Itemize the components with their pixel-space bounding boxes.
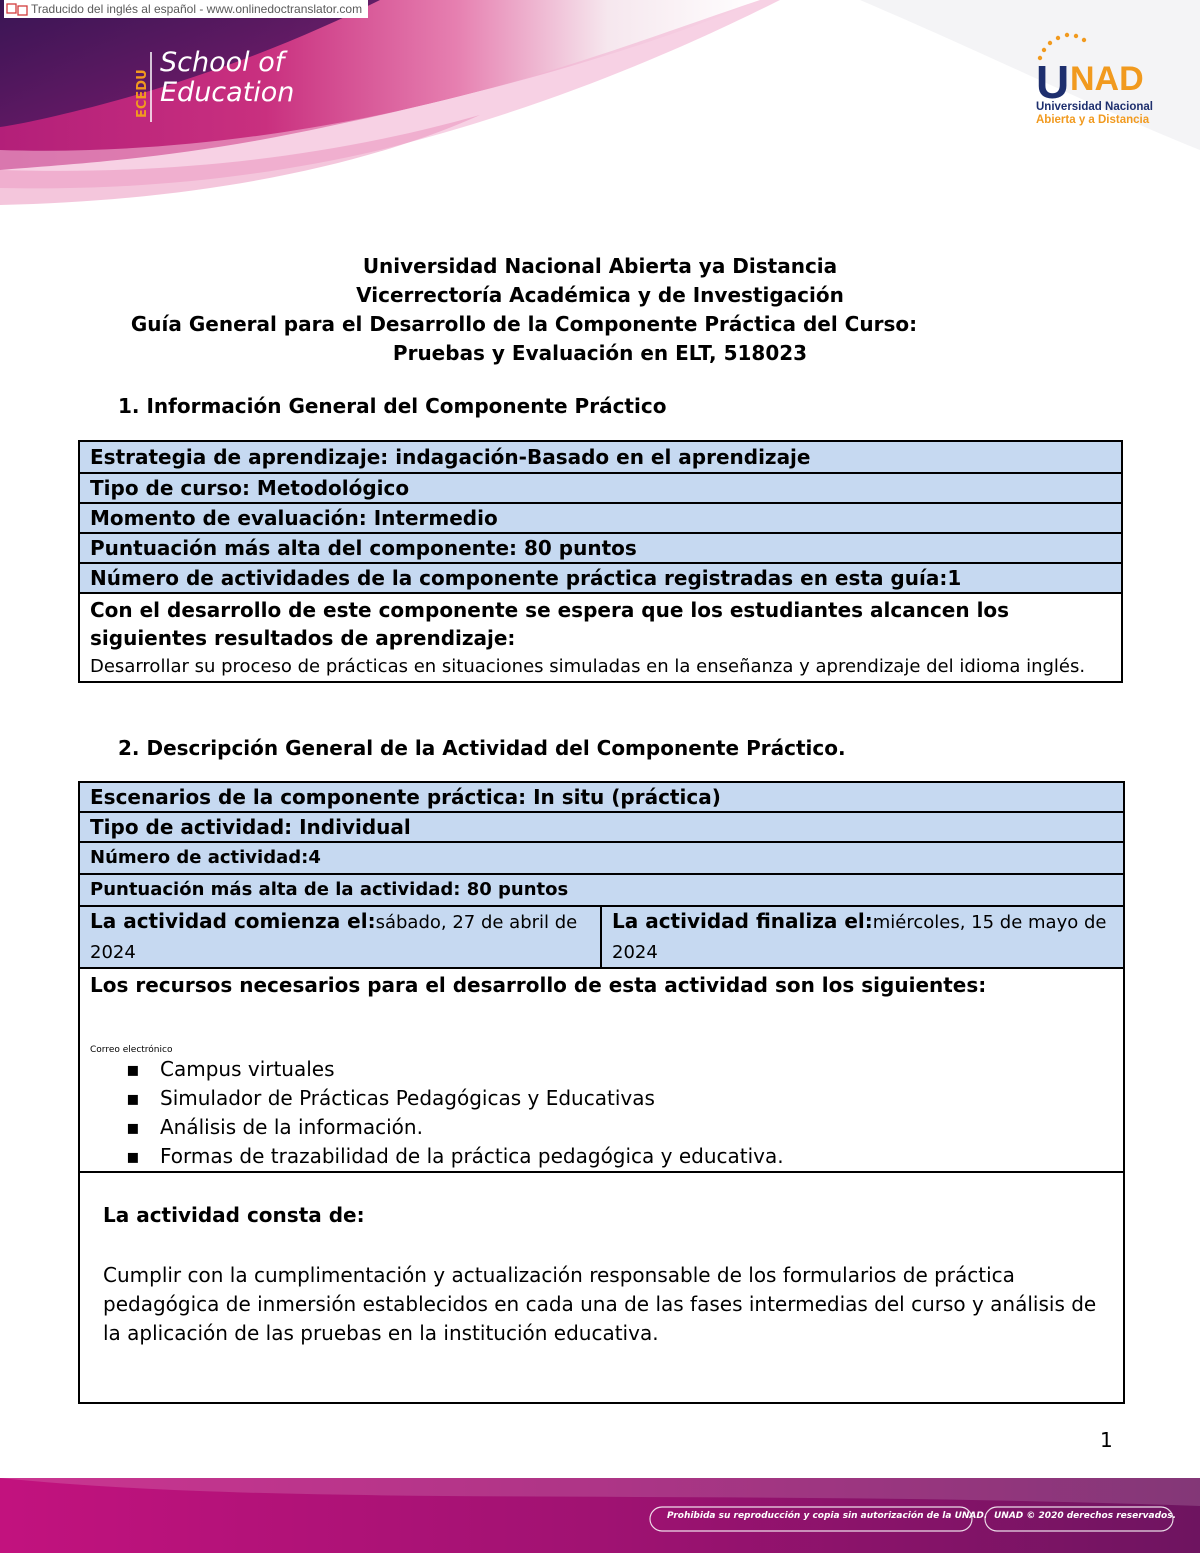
- row-scenario: Escenarios de la componente práctica: In situ (práctica): [79, 782, 1124, 812]
- school-line-2: Education: [160, 77, 295, 108]
- row-activities-count: Número de actividades de la componente práctica registradas en esta guía:1: [79, 563, 1122, 593]
- school-line-1: School of: [160, 47, 285, 78]
- unad-university-name: [1036, 101, 1153, 127]
- row-max-score: Puntuación más alta del componente: 80 puntos: [79, 533, 1122, 563]
- activity-consists-text: Cumplir con la cumplimentación y actualización responsable de los formularios de práctica pedagógica de inmersión establecidos en cada una de las fases intermedias del curso y análisis de la aplicación de las pruebas en la institución educativa.: [103, 1263, 1097, 1345]
- bullet-icon: ▪: [126, 1057, 140, 1081]
- row-activity-type: Tipo de actividad: Individual: [79, 812, 1124, 842]
- activity-end-date: miércoles, 15 de mayo de 2024: [612, 912, 1107, 963]
- resources-cell: [79, 968, 1124, 1172]
- ecedu-text: ECEDU: [135, 69, 150, 118]
- bullet-icon: ▪: [126, 1144, 140, 1168]
- resources-title: Los recursos necesarios para el desarrollo de esta actividad son los siguientes:: [90, 973, 987, 997]
- activity-start-cell: [79, 906, 601, 968]
- row-evaluation-moment: Momento de evaluación: Intermedio: [79, 503, 1122, 533]
- resources-list: [90, 1055, 1113, 1171]
- title-line-3: Guía General para el Desarrollo de la Componente Práctica del Curso:: [130, 312, 918, 336]
- footer-rights: UNAD © 2020 derechos reservados.: [994, 1511, 1177, 1521]
- unad-logo-nad: NAD: [1070, 60, 1144, 98]
- translator-note-text: Traducido del inglés al español - www.onlinedoctranslator.com: [31, 2, 363, 16]
- general-info-table: [78, 440, 1123, 683]
- resource-item-text: Análisis de la información.: [160, 1115, 423, 1139]
- unad-name-line-2: Abierta y a Distancia: [1036, 114, 1150, 126]
- activity-start-label: La actividad comienza el:: [90, 909, 376, 933]
- row-activity-number: Número de actividad:4: [79, 842, 1124, 874]
- page-number: 1: [1100, 1428, 1113, 1452]
- activity-consists-title: La actividad consta de:: [103, 1203, 365, 1227]
- footer-copy-notice: Prohibida su reproducción y copia sin autorización de la UNAD.: [667, 1511, 988, 1521]
- learning-outcomes-text: Desarrollar su proceso de prácticas en situaciones simuladas en la enseñanza y aprendizaje del idioma inglés.: [90, 656, 1086, 677]
- bullet-icon: ▪: [126, 1086, 140, 1110]
- activity-start-date: sábado, 27 de abril de 2024: [90, 912, 578, 963]
- learning-outcomes-title: Con el desarrollo de este componente se espera que los estudiantes alcancen los siguientes resultados de aprendizaje:: [90, 598, 1010, 650]
- header-banner: [0, 0, 1200, 240]
- bullet-icon: ▪: [126, 1115, 140, 1139]
- translator-note: [4, 0, 368, 18]
- learning-outcomes-cell: [79, 593, 1122, 682]
- title-line-1: Universidad Nacional Abierta ya Distancia: [362, 254, 838, 278]
- resource-item: [90, 1084, 1113, 1113]
- resource-item: [90, 1055, 1113, 1084]
- activity-end-label: La actividad finaliza el:: [612, 909, 873, 933]
- activity-table: [78, 781, 1125, 1404]
- activity-description-cell: [79, 1172, 1124, 1403]
- row-learning-strategy: Estrategia de aprendizaje: indagación-Basado en el aprendizaje: [79, 441, 1122, 473]
- resource-item-text: Formas de trazabilidad de la práctica pedagógica y educativa.: [160, 1144, 784, 1168]
- section-1-heading: 1. Información General del Componente Práctico: [118, 394, 667, 418]
- section-2-heading: 2. Descripción General de la Actividad del Componente Práctico.: [118, 736, 846, 760]
- translate-icon: [6, 3, 28, 16]
- resource-item: [90, 1113, 1113, 1142]
- school-of-education-title: [160, 48, 294, 108]
- resource-item-text: Simulador de Prácticas Pedagógicas y Educativas: [160, 1086, 655, 1110]
- document-titles: [0, 252, 1200, 368]
- resource-item: [90, 1142, 1113, 1171]
- title-line-2: Vicerrectoría Académica y de Investigación: [356, 283, 844, 307]
- resources-note: Correo electrónico: [90, 1045, 173, 1055]
- ecedu-vertical-label: [132, 52, 152, 122]
- activity-end-cell: [601, 906, 1124, 968]
- unad-name-line-1: Universidad Nacional: [1036, 101, 1153, 113]
- row-course-type: Tipo de curso: Metodológico: [79, 473, 1122, 503]
- row-activity-max-score: Puntuación más alta de la actividad: 80 puntos: [79, 874, 1124, 906]
- unad-logo-u: U: [1036, 56, 1070, 108]
- title-line-4: Pruebas y Evaluación en ELT, 518023: [392, 341, 808, 365]
- resource-item-text: Campus virtuales: [160, 1057, 335, 1081]
